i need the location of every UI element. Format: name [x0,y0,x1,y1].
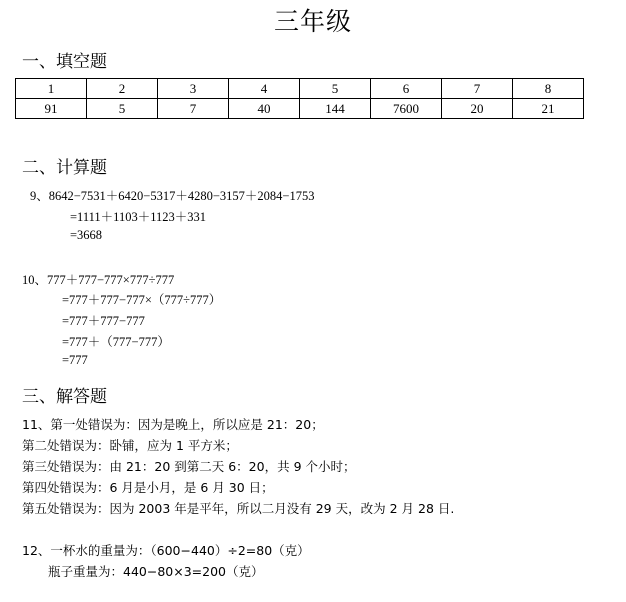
table-header-cell: 2 [87,79,158,99]
q9-line-3: =3668 [70,228,103,242]
table-header-cell: 1 [16,79,87,99]
q12-line-2: 瓶子重量为：440−80×3=200（克） [48,564,264,579]
q11-line-1: 11、第一处错误为：因为是晚上，所以应是 21：20； [22,417,324,432]
page-title: 三年级 [273,7,352,36]
table-value-cell: 91 [16,99,87,119]
q10-line-5: =777 [62,353,88,367]
q10-line-4: =777＋（777−777） [62,335,170,349]
q10-line-2: =777＋777−777×（777÷777） [62,293,222,307]
section-calculation: 二、计算题 [22,158,107,178]
table-value-cell: 7600 [371,99,442,119]
table-value-cell: 40 [229,99,300,119]
table-header-cell: 6 [371,79,442,99]
section-fill-in-blanks: 一、填空题 [22,52,107,72]
q11-line-5: 第五处错误为：因为 2003 年是平年，所以二月没有 29 天，改为 2 月 28 日. [22,501,455,516]
section-problem-solving: 三、解答题 [22,387,107,407]
answer-table [15,78,584,119]
q11-line-3: 第三处错误为：由 21：20 到第二天 6：20，共 9 个小时； [22,459,356,474]
table-value-cell: 20 [442,99,513,119]
q11-line-2: 第二处错误为：卧铺，应为 1 平方米； [22,438,238,453]
table-header-cell: 4 [229,79,300,99]
table-value-cell: 21 [513,99,584,119]
table-value-cell: 144 [300,99,371,119]
table-header-cell: 3 [158,79,229,99]
table-header-cell: 5 [300,79,371,99]
q10-line-3: =777＋777−777 [62,314,145,328]
q9-line-1: 9、8642−7531＋6420−5317＋4280−3157＋2084−1753 [30,189,315,203]
q12-line-1: 12、一杯水的重量为：（600−440）÷2=80（克） [22,543,310,558]
q10-line-1: 10、777＋777−777×777÷777 [22,273,175,287]
q11-line-4: 第四处错误为：6 月是小月，是 6 月 30 日； [22,480,274,495]
answer-table-value-row [16,99,584,119]
table-header-cell: 7 [442,79,513,99]
table-value-cell: 7 [158,99,229,119]
table-header-cell: 8 [513,79,584,99]
answer-table-header-row [16,79,584,99]
table-value-cell: 5 [87,99,158,119]
q9-line-2: =1111＋1103＋1123＋331 [70,210,206,224]
